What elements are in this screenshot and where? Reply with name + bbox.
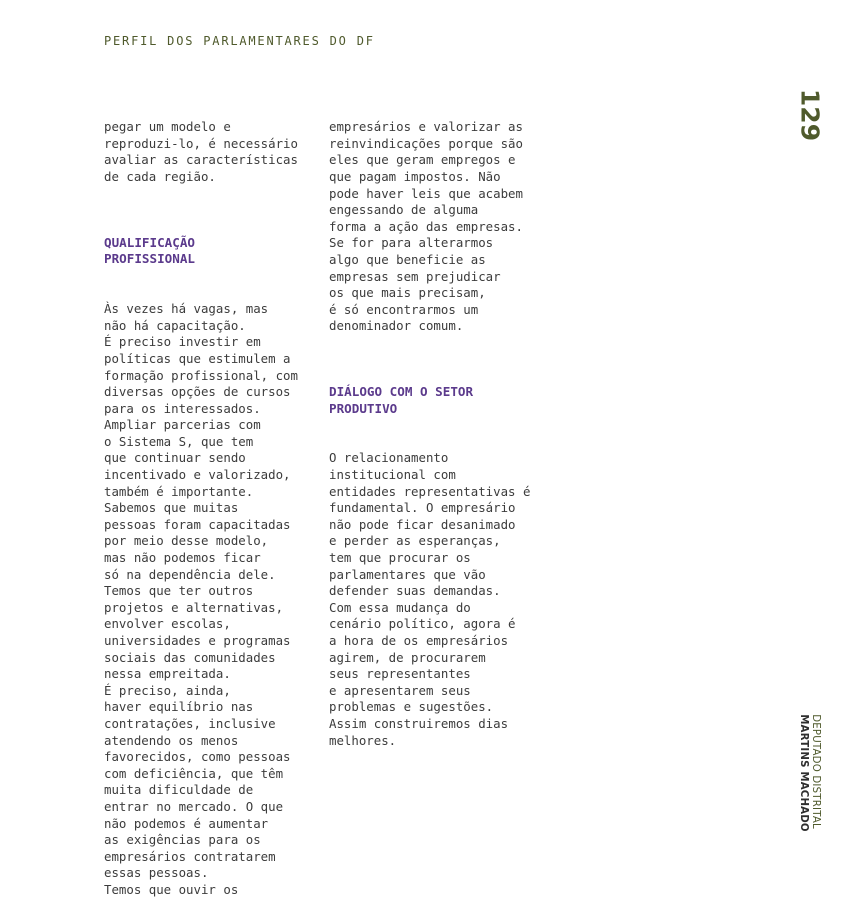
page-number-text: 129 (795, 88, 825, 142)
page-number (788, 90, 832, 140)
side-label-text (797, 714, 821, 832)
side-label-role: DEPUTADO DISTRITAL (810, 714, 821, 829)
left-column (104, 86, 319, 915)
heading-qualificacao-profissional: QUALIFICAÇÃO PROFISSIONAL (104, 234, 195, 267)
side-label-name: MARTINS MACHADO (798, 714, 809, 832)
heading-dialogo-setor-produtivo: DIÁLOGO COM O SETOR PRODUTIVO (329, 384, 474, 416)
left-body-paragraph: Às vezes há vagas, mas não há capacitação. É preciso investir em políticas que estimulem a formação profissional, com diversas opções de cursos para os interessados. Ampliar parcerias com o Sistema S, que tem que continuar sendo incentivado e valorizado, também é importante. Sabemos que muitas pessoas foram capacitadas por meio desse modelo, mas não podemos ficar só na dependência dele. Temos que ter outros projetos e alternativas, envolver escolas, universidades e programas sociais das comunidades nessa empreitada. É preciso, ainda, haver equilíbrio nas contratações, inclusive atendendo os menos favorecidos, como pessoas com deficiência, que têm muita dificuldade de entrar no mercado. O que não podemos é aumentar as exigências para os empresários contratarem essas pessoas. Temos que ouvir os (104, 301, 298, 897)
side-label (792, 716, 826, 830)
right-column (329, 86, 544, 766)
left-intro-paragraph: pegar um modelo e reproduzi-lo, é necessário avaliar as características de cada região. (104, 119, 298, 184)
right-body-paragraph: O relacionamento institucional com entidades representativas é fundamental. O empresário não pode ficar desanimado e perder as esperanças, tem que procurar os parlamentares que vão defender suas demandas. Com essa mudança do cenário político, agora é a hora de os empresários agirem, de procurarem seus representantes e apresentarem seus problemas e sugestões. Assim construiremos dias melhores. (329, 450, 531, 748)
right-intro-paragraph: empresários e valorizar as reinvindicações porque são eles que geram empregos e que pagam impostos. Não pode haver leis que acabem engessando de alguma forma a ação das empresas. Se for para alterarmos algo que beneficie as empresas sem prejudicar os que mais precisam, é só encontrarmos um denominador comum. (329, 119, 523, 334)
running-header: PERFIL DOS PARLAMENTARES DO DF (104, 34, 375, 48)
